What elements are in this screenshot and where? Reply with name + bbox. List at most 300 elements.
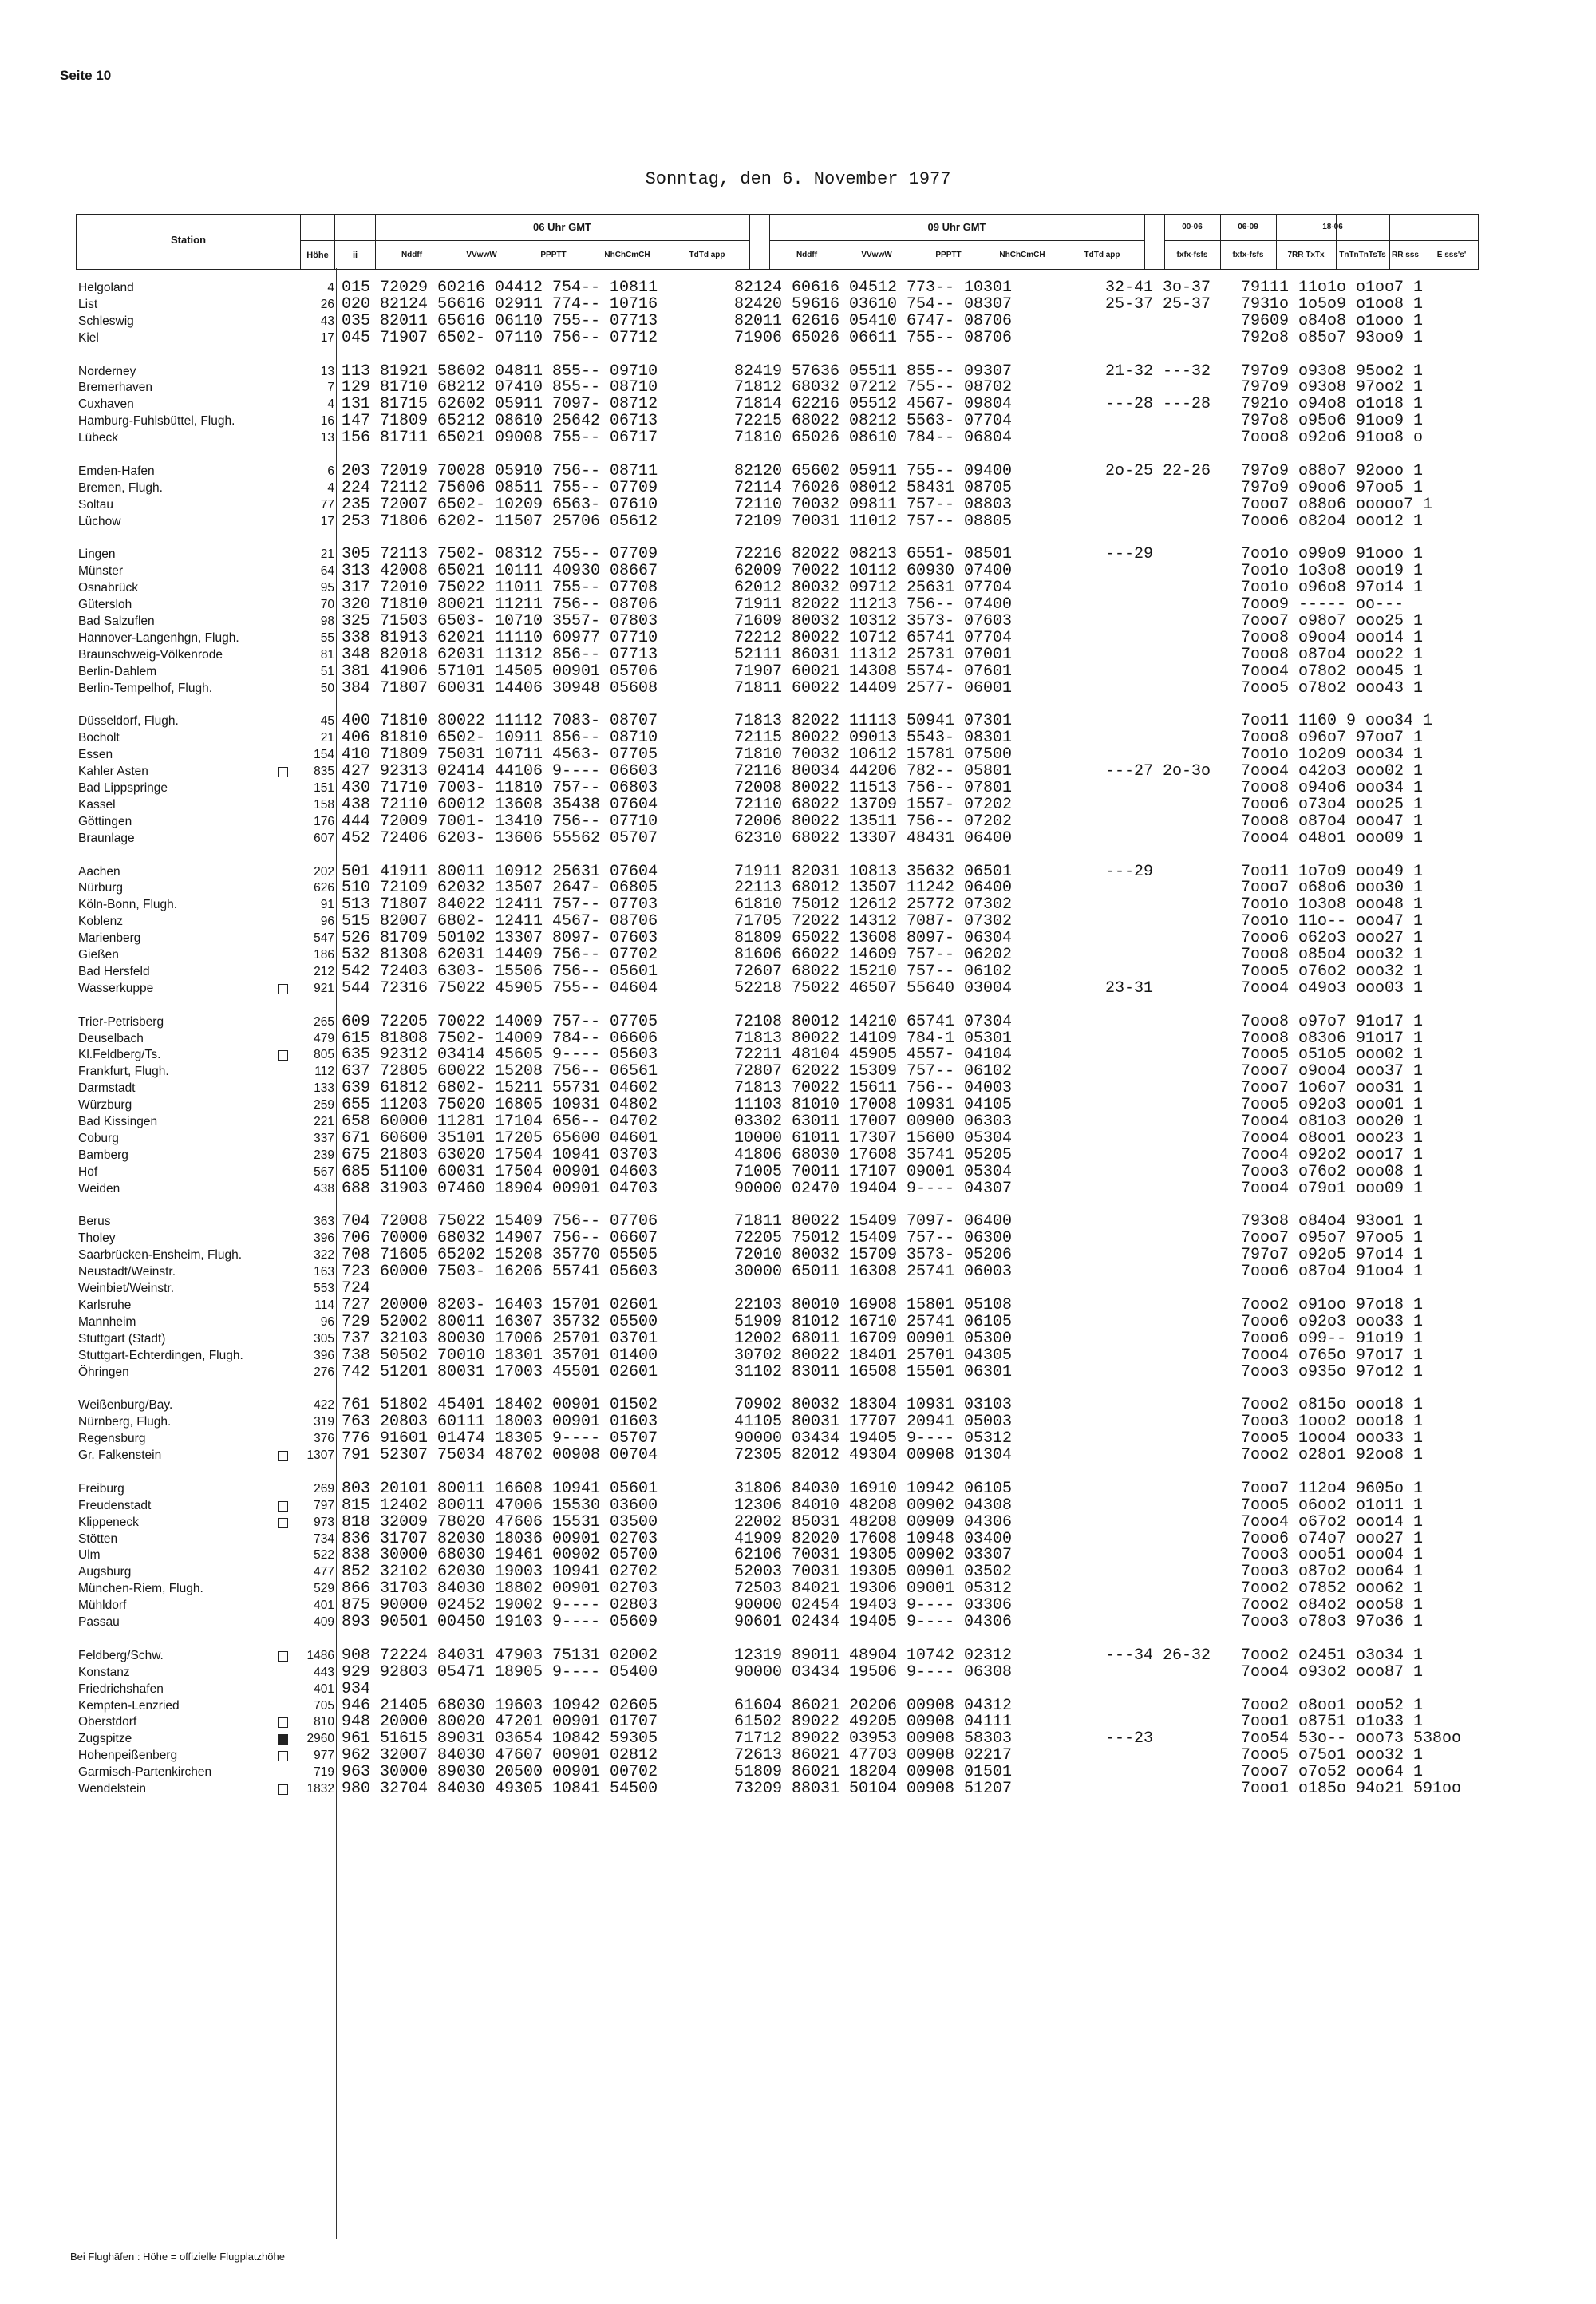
station-name: Neustadt/Weinstr. xyxy=(78,1265,176,1278)
station-hoehe: 567 xyxy=(314,1165,334,1179)
table-row xyxy=(0,447,1596,463)
obs-09: 72305 82012 49304 00908 01304 xyxy=(734,1446,1013,1464)
extremes: 7ooo8 o85o4 ooo32 1 xyxy=(1241,946,1424,964)
extremes: 7oo54 53o-- ooo73 538oo xyxy=(1241,1729,1462,1748)
station-hoehe: 13 xyxy=(320,365,334,378)
station-name: Braunlage xyxy=(78,832,135,845)
table-row xyxy=(0,1247,1596,1263)
table-row xyxy=(0,497,1596,513)
table-row xyxy=(0,297,1596,313)
station-hoehe: 4 xyxy=(327,281,334,294)
table-row xyxy=(0,897,1596,913)
extremes: 7ooo9 ----- oo--- xyxy=(1241,595,1404,614)
extremes: 7ooo2 o2451 o3o34 1 xyxy=(1241,1646,1424,1665)
station-hoehe: 477 xyxy=(314,1565,334,1579)
table-row xyxy=(0,797,1596,813)
table-row xyxy=(0,1648,1596,1664)
obs-06: 430 71710 7003- 11810 757-- 06803 xyxy=(342,779,658,797)
table-row xyxy=(0,1281,1596,1297)
obs-06: 338 81913 62021 11110 60977 07710 xyxy=(342,629,658,647)
extremes: 7ooo4 o79o1 ooo09 1 xyxy=(1241,1180,1424,1198)
obs-09: 82011 62616 05410 6747- 08706 xyxy=(734,312,1013,330)
extremes: 7ooo8 o9oo4 ooo14 1 xyxy=(1241,629,1424,647)
table-row xyxy=(0,864,1596,880)
obs-09: 71705 72022 14312 7087- 07302 xyxy=(734,912,1013,931)
obs-09: 22103 80010 16908 15801 05108 xyxy=(734,1296,1013,1314)
header-sub6: E sss's' xyxy=(1436,251,1467,259)
station-name: Hannover-Langenhgn, Flugh. xyxy=(78,631,239,645)
extremes: 7ooo7 1o6o7 ooo31 1 xyxy=(1241,1079,1424,1097)
table-row xyxy=(0,1748,1596,1764)
extremes: 7ooo3 o935o 97o12 1 xyxy=(1241,1363,1424,1381)
temp-range: 23-31 xyxy=(1105,979,1154,998)
station-hoehe: 70 xyxy=(320,598,334,611)
table-row xyxy=(0,713,1596,729)
obs-06: 544 72316 75022 45905 755-- 04604 xyxy=(342,979,658,998)
obs-06: 688 31903 07460 18904 00901 04703 xyxy=(342,1180,658,1198)
table-row xyxy=(0,1264,1596,1280)
extremes: 7ooo8 o87o4 ooo47 1 xyxy=(1241,812,1424,831)
station-hoehe: 43 xyxy=(320,314,334,328)
station-hoehe: 212 xyxy=(314,965,334,978)
table-row xyxy=(0,1381,1596,1397)
station-hoehe: 607 xyxy=(314,832,334,845)
obs-09: 61810 75012 12612 25772 07302 xyxy=(734,895,1013,914)
table-row xyxy=(0,664,1596,680)
extremes: 7ooo8 o96o7 97oo7 1 xyxy=(1241,729,1424,747)
table-row xyxy=(0,1698,1596,1714)
table-row xyxy=(0,1665,1596,1681)
obs-06: 035 82011 65616 06110 755-- 07713 xyxy=(342,312,658,330)
table-row xyxy=(0,647,1596,663)
station-name: Weißenburg/Bay. xyxy=(78,1398,173,1412)
station-hoehe: 401 xyxy=(314,1599,334,1612)
obs-09: 72215 68022 08212 5563- 07704 xyxy=(734,412,1013,430)
obs-06: 444 72009 7001- 13410 756-- 07710 xyxy=(342,812,658,831)
obs-06: 742 51201 80031 17003 45501 02601 xyxy=(342,1363,658,1381)
station-hoehe: 221 xyxy=(314,1115,334,1128)
extremes: 797o7 o92o5 97o14 1 xyxy=(1241,1246,1424,1264)
table-row xyxy=(0,1164,1596,1180)
extremes: 7ooo5 1ooo4 ooo33 1 xyxy=(1241,1429,1424,1448)
station-hoehe: 186 xyxy=(314,948,334,962)
station-hoehe: 363 xyxy=(314,1215,334,1228)
table-row xyxy=(0,1464,1596,1480)
station-name: Bocholt xyxy=(78,731,120,745)
table-row xyxy=(0,1314,1596,1330)
obs-06: 406 81810 6502- 10911 856-- 08710 xyxy=(342,729,658,747)
obs-09: 81606 66022 14609 757-- 06202 xyxy=(734,946,1013,964)
station-hoehe: 158 xyxy=(314,798,334,812)
obs-09: 72109 70031 11012 757-- 08805 xyxy=(734,512,1013,531)
obs-09: 71911 82031 10813 35632 06501 xyxy=(734,863,1013,881)
station-name: Essen xyxy=(78,748,113,761)
station-hoehe: 422 xyxy=(314,1398,334,1412)
station-name: Gütersloh xyxy=(78,598,132,611)
station-name: Würzburg xyxy=(78,1098,132,1112)
obs-09: 72108 80012 14210 65741 07304 xyxy=(734,1013,1013,1031)
extremes: 797o9 o93o8 95oo2 1 xyxy=(1241,362,1424,381)
extremes: 7ooo6 o62o3 ooo27 1 xyxy=(1241,929,1424,947)
extremes: 793o8 o84o4 93oo1 1 xyxy=(1241,1212,1424,1231)
extremes: 7ooo3 1ooo2 ooo18 1 xyxy=(1241,1413,1424,1431)
obs-06: 685 51100 60031 17504 00901 04603 xyxy=(342,1163,658,1181)
obs-06: 113 81921 58602 04811 855-- 09710 xyxy=(342,362,658,381)
obs-09: 72212 80022 10712 65741 07704 xyxy=(734,629,1013,647)
station-name: Gr. Falkenstein xyxy=(78,1448,162,1462)
extremes: 7ooo4 o92o2 ooo17 1 xyxy=(1241,1146,1424,1164)
table-row xyxy=(0,730,1596,746)
obs-06: 838 30000 68030 19461 00902 05700 xyxy=(342,1546,658,1564)
header-sub4: TnTnTnTsTs xyxy=(1339,251,1386,259)
obs-06: 729 52002 80011 16307 35732 05500 xyxy=(342,1313,658,1331)
station-name: Bremen, Flugh. xyxy=(78,481,163,495)
extremes: 7ooo5 o75o1 ooo32 1 xyxy=(1241,1746,1424,1765)
obs-09: 22113 68012 13507 11242 06400 xyxy=(734,879,1013,897)
table-row xyxy=(0,1498,1596,1514)
station-hoehe: 1307 xyxy=(306,1448,334,1462)
header-09-c2: VVwwW xyxy=(861,251,892,259)
extremes: 7ooo5 o6oo2 o1o11 1 xyxy=(1241,1496,1424,1515)
mountain-station-marker-icon xyxy=(278,1501,288,1512)
obs-06: 131 81715 62602 05911 7097- 08712 xyxy=(342,395,658,413)
obs-06: 723 60000 7503- 16206 55741 05603 xyxy=(342,1263,658,1281)
obs-06: 452 72406 6203- 13606 55562 05707 xyxy=(342,829,658,848)
table-row xyxy=(0,347,1596,363)
station-name: Passau xyxy=(78,1615,120,1629)
station-hoehe: 7 xyxy=(327,381,334,394)
extremes: 7921o o94o8 o1o18 1 xyxy=(1241,395,1424,413)
table-row xyxy=(0,1331,1596,1347)
station-name: Osnabrück xyxy=(78,581,138,595)
header-09-uhr: 09 Uhr GMT xyxy=(927,221,986,233)
obs-09: 72807 62022 15309 757-- 06102 xyxy=(734,1062,1013,1081)
station-hoehe: 26 xyxy=(320,298,334,311)
header-06-c1: Nddff xyxy=(401,251,423,259)
station-name: Kl.Feldberg/Ts. xyxy=(78,1048,161,1061)
extremes: 7ooo3 o78o3 97o36 1 xyxy=(1241,1613,1424,1631)
station-name: Gießen xyxy=(78,948,119,962)
obs-09: 72006 80022 13511 756-- 07202 xyxy=(734,812,1013,831)
station-hoehe: 259 xyxy=(314,1098,334,1112)
station-name: Nürnberg, Flugh. xyxy=(78,1415,172,1429)
table-row xyxy=(0,1448,1596,1464)
obs-06: 156 81711 65021 09008 755-- 06717 xyxy=(342,429,658,447)
station-hoehe: 17 xyxy=(320,331,334,345)
table-row xyxy=(0,1481,1596,1497)
station-hoehe: 409 xyxy=(314,1615,334,1629)
extremes: 7ooo8 o87o4 ooo22 1 xyxy=(1241,646,1424,664)
station-name: Kahler Asten xyxy=(78,765,148,778)
page-title: Sonntag, den 6. November 1977 xyxy=(645,169,951,189)
table-row xyxy=(0,514,1596,530)
mountain-station-marker-icon xyxy=(278,767,288,777)
obs-06: 962 32007 84030 47607 00901 02812 xyxy=(342,1746,658,1765)
table-header xyxy=(76,214,1479,270)
header-09-c1: Nddff xyxy=(796,251,818,259)
table-row xyxy=(0,1397,1596,1413)
obs-09: 71811 80022 15409 7097- 06400 xyxy=(734,1212,1013,1231)
station-name: Stötten xyxy=(78,1532,118,1546)
station-hoehe: 4 xyxy=(327,397,334,411)
obs-06: 384 71807 60031 14406 30948 05608 xyxy=(342,679,658,698)
table-row xyxy=(0,1365,1596,1381)
obs-09: 72115 80022 09013 5543- 08301 xyxy=(734,729,1013,747)
obs-09: 72110 70032 09811 757-- 08803 xyxy=(734,496,1013,514)
station-name: Öhringen xyxy=(78,1365,129,1379)
station-name: Lüchow xyxy=(78,515,121,528)
obs-09: 71005 70011 17107 09001 05304 xyxy=(734,1163,1013,1181)
temp-range: 25-37 25-37 xyxy=(1105,295,1211,314)
station-hoehe: 154 xyxy=(314,748,334,761)
extremes: 7oo11 1o7o9 ooo49 1 xyxy=(1241,863,1424,881)
table-row xyxy=(0,1131,1596,1147)
temp-range: 32-41 3o-37 xyxy=(1105,279,1211,297)
station-name: Hohenpeißenberg xyxy=(78,1749,178,1762)
station-name: Hamburg-Fuhlsbüttel, Flugh. xyxy=(78,414,235,428)
station-hoehe: 626 xyxy=(314,881,334,895)
obs-09: 90000 02454 19403 9---- 03306 xyxy=(734,1596,1013,1614)
temp-range: 2o-25 22-26 xyxy=(1105,462,1211,480)
extremes: 79609 o84o8 o1ooo 1 xyxy=(1241,312,1424,330)
station-hoehe: 239 xyxy=(314,1148,334,1162)
extremes: 7931o 1o5o9 o1oo8 1 xyxy=(1241,295,1424,314)
station-name: Bad Lippspringe xyxy=(78,781,168,795)
station-name: Kiel xyxy=(78,331,99,345)
obs-09: 90601 02434 19405 9---- 04306 xyxy=(734,1613,1013,1631)
obs-09: 71911 82022 11213 756-- 07400 xyxy=(734,595,1013,614)
station-hoehe: 977 xyxy=(314,1749,334,1762)
table-row xyxy=(0,1081,1596,1097)
station-hoehe: 443 xyxy=(314,1666,334,1679)
obs-09: 90000 03434 19405 9---- 05312 xyxy=(734,1429,1013,1448)
table-row xyxy=(0,1515,1596,1531)
temp-range: ---28 ---28 xyxy=(1105,395,1211,413)
obs-06: 020 82124 56616 02911 774-- 10716 xyxy=(342,295,658,314)
obs-09: 12002 68011 16709 00901 05300 xyxy=(734,1330,1013,1348)
station-name: Regensburg xyxy=(78,1432,146,1445)
table-row xyxy=(0,1114,1596,1130)
obs-09: 62012 80032 09712 25631 07704 xyxy=(734,579,1013,597)
obs-06: 761 51802 45401 18402 00901 01502 xyxy=(342,1396,658,1414)
station-name: Lübeck xyxy=(78,431,118,445)
header-06-c4: NhChCmCH xyxy=(604,251,650,259)
table-row xyxy=(0,1214,1596,1230)
obs-06: 818 32009 78020 47606 15531 03500 xyxy=(342,1513,658,1531)
obs-09: 73209 88031 50104 00908 51207 xyxy=(734,1780,1013,1798)
table-row xyxy=(0,1031,1596,1047)
temp-range: 21-32 ---32 xyxy=(1105,362,1211,381)
obs-09: 61604 86021 20206 00908 04312 xyxy=(734,1697,1013,1715)
extremes: 7ooo5 o92o3 ooo01 1 xyxy=(1241,1096,1424,1114)
mountain-station-marker-icon xyxy=(278,1784,288,1795)
table-row xyxy=(0,563,1596,579)
temp-range: ---27 2o-3o xyxy=(1105,762,1211,781)
obs-09: 71813 80022 14109 784-1 05301 xyxy=(734,1029,1013,1048)
obs-06: 542 72403 6303- 15506 756-- 05601 xyxy=(342,962,658,981)
table-row xyxy=(0,1631,1596,1647)
station-hoehe: 2960 xyxy=(306,1732,334,1745)
header-sub5: RR sss xyxy=(1392,251,1419,259)
extremes: 7oo1o 1o3o8 ooo48 1 xyxy=(1241,895,1424,914)
station-name: Bad Salzuflen xyxy=(78,615,155,628)
page-number: Seite 10 xyxy=(60,68,112,83)
station-hoehe: 276 xyxy=(314,1365,334,1379)
obs-06: 513 71807 84022 12411 757-- 07703 xyxy=(342,895,658,914)
station-name: Weinbiet/Weinstr. xyxy=(78,1282,175,1295)
station-name: Mühldorf xyxy=(78,1599,127,1612)
obs-09: 12306 84010 48208 00902 04308 xyxy=(734,1496,1013,1515)
obs-06: 325 71503 6503- 10710 3557- 07803 xyxy=(342,612,658,630)
mountain-station-marker-icon xyxy=(278,1651,288,1662)
station-name: Wendelstein xyxy=(78,1782,147,1796)
mountain-station-marker-icon xyxy=(278,1751,288,1761)
mountain-station-marker-icon xyxy=(278,1050,288,1061)
extremes: 7oo1o o99o9 91ooo 1 xyxy=(1241,545,1424,563)
obs-06: 815 12402 80011 47006 15530 03600 xyxy=(342,1496,658,1515)
obs-09: 22002 85031 48208 00909 04306 xyxy=(734,1513,1013,1531)
obs-09: 72503 84021 19306 09001 05312 xyxy=(734,1579,1013,1598)
obs-09: 11103 81010 17008 10931 04105 xyxy=(734,1096,1013,1114)
table-row xyxy=(0,380,1596,396)
obs-06: 253 71806 6202- 11507 25706 05612 xyxy=(342,512,658,531)
extremes: 797o8 o95o6 91oo9 1 xyxy=(1241,412,1424,430)
obs-09: 31102 83011 16508 15501 06301 xyxy=(734,1363,1013,1381)
station-name: Zugspitze xyxy=(78,1732,132,1745)
table-row xyxy=(0,681,1596,697)
extremes: 7ooo6 o82o4 ooo12 1 xyxy=(1241,512,1424,531)
extremes: 7ooo8 o94o6 ooo34 1 xyxy=(1241,779,1424,797)
station-name: Wasserkuppe xyxy=(78,982,154,995)
obs-06: 727 20000 8203- 16403 15701 02601 xyxy=(342,1296,658,1314)
obs-06: 045 71907 6502- 07110 756-- 07712 xyxy=(342,329,658,347)
obs-09: 30702 80022 18401 25701 04305 xyxy=(734,1346,1013,1365)
table-row xyxy=(0,464,1596,480)
obs-06: 776 91601 01474 18305 9---- 05707 xyxy=(342,1429,658,1448)
station-hoehe: 51 xyxy=(320,665,334,678)
obs-09: 52003 70031 19305 00901 03502 xyxy=(734,1563,1013,1581)
extremes: 7ooo3 ooo51 ooo04 1 xyxy=(1241,1546,1424,1564)
extremes: 7ooo3 o87o2 ooo64 1 xyxy=(1241,1563,1424,1581)
station-name: Kassel xyxy=(78,798,116,812)
table-row xyxy=(0,1781,1596,1797)
obs-06: 400 71810 80022 11112 7083- 08707 xyxy=(342,712,658,730)
table-row xyxy=(0,1431,1596,1447)
extremes: 7ooo6 o92o3 ooo33 1 xyxy=(1241,1313,1424,1331)
station-hoehe: 64 xyxy=(320,564,334,578)
station-name: Norderney xyxy=(78,365,136,378)
table-row xyxy=(0,1614,1596,1630)
station-name: Bad Hersfeld xyxy=(78,965,150,978)
table-row xyxy=(0,1765,1596,1780)
table-row xyxy=(0,1181,1596,1197)
station-name: Schleswig xyxy=(78,314,134,328)
header-sub2: fxfx-fsfs xyxy=(1232,251,1264,259)
station-name: Darmstadt xyxy=(78,1081,136,1095)
obs-06: 501 41911 80011 10912 25631 07604 xyxy=(342,863,658,881)
extremes: 7ooo6 o73o4 ooo25 1 xyxy=(1241,796,1424,814)
mountain-station-marker-icon xyxy=(278,1451,288,1461)
obs-06: 320 71810 80021 11211 756-- 08706 xyxy=(342,595,658,614)
table-row xyxy=(0,1581,1596,1597)
obs-06: 948 20000 80020 47201 00901 01707 xyxy=(342,1713,658,1731)
obs-06: 427 92313 02414 44106 9---- 06603 xyxy=(342,762,658,781)
station-hoehe: 45 xyxy=(320,714,334,728)
station-name: Bamberg xyxy=(78,1148,128,1162)
station-hoehe: 6 xyxy=(327,464,334,478)
header-00-06: 00-06 xyxy=(1182,223,1203,231)
extremes: 7ooo8 o83o6 91o17 1 xyxy=(1241,1029,1424,1048)
obs-06: 708 71605 65202 15208 35770 05505 xyxy=(342,1246,658,1264)
obs-06: 980 32704 84030 49305 10841 54500 xyxy=(342,1780,658,1798)
obs-09: 72110 68022 13709 1557- 07202 xyxy=(734,796,1013,814)
station-hoehe: 151 xyxy=(314,781,334,795)
obs-06: 908 72224 84031 47903 75131 02002 xyxy=(342,1646,658,1665)
table-row xyxy=(0,964,1596,980)
table-row xyxy=(0,831,1596,847)
station-hoehe: 269 xyxy=(314,1482,334,1496)
extremes: 7ooo2 o28o1 92oo8 1 xyxy=(1241,1446,1424,1464)
station-hoehe: 547 xyxy=(314,931,334,945)
extremes: 7ooo6 o87o4 91oo4 1 xyxy=(1241,1263,1424,1281)
table-row xyxy=(0,1298,1596,1314)
station-name: List xyxy=(78,298,98,311)
station-name: Helgoland xyxy=(78,281,134,294)
obs-06: 893 90501 00450 19103 9---- 05609 xyxy=(342,1613,658,1631)
obs-06: 675 21803 63020 17504 10941 03703 xyxy=(342,1146,658,1164)
extremes: 79111 11o1o o1oo7 1 xyxy=(1241,279,1424,297)
obs-06: 934 xyxy=(342,1680,371,1698)
obs-06: 929 92803 05471 18905 9---- 05400 xyxy=(342,1663,658,1682)
station-hoehe: 973 xyxy=(314,1516,334,1529)
obs-09: 82419 57636 05511 855-- 09307 xyxy=(734,362,1013,381)
station-hoehe: 438 xyxy=(314,1182,334,1195)
obs-09: 62106 70031 19305 00902 03307 xyxy=(734,1546,1013,1564)
station-hoehe: 112 xyxy=(314,1065,334,1078)
extremes: 7oo1o 1o2o9 ooo34 1 xyxy=(1241,745,1424,764)
station-hoehe: 265 xyxy=(314,1015,334,1029)
obs-06: 305 72113 7502- 08312 755-- 07709 xyxy=(342,545,658,563)
obs-09: 10000 61011 17307 15600 05304 xyxy=(734,1129,1013,1148)
station-name: Berus xyxy=(78,1215,111,1228)
obs-06: 637 72805 60022 15208 756-- 06561 xyxy=(342,1062,658,1081)
table-row xyxy=(0,781,1596,796)
table-row xyxy=(0,1714,1596,1730)
station-name: Stuttgart (Stadt) xyxy=(78,1332,166,1346)
table-row xyxy=(0,597,1596,613)
mountain-station-marker-icon xyxy=(278,1717,288,1728)
extremes: 7ooo7 o98o7 ooo25 1 xyxy=(1241,612,1424,630)
table-row xyxy=(0,914,1596,930)
station-name: Lingen xyxy=(78,547,116,561)
obs-06: 963 30000 89030 20500 00901 00702 xyxy=(342,1763,658,1781)
header-18-06: 18-06 xyxy=(1322,223,1343,231)
station-name: Kempten-Lenzried xyxy=(78,1699,180,1713)
obs-06: 381 41906 57101 14505 00901 05706 xyxy=(342,662,658,681)
header-09-c4: NhChCmCH xyxy=(999,251,1045,259)
extremes: 7ooo8 o97o7 91o17 1 xyxy=(1241,1013,1424,1031)
station-hoehe: 921 xyxy=(314,982,334,995)
station-hoehe: 522 xyxy=(314,1548,334,1562)
header-06-c2: VVwwW xyxy=(466,251,497,259)
station-hoehe: 319 xyxy=(314,1415,334,1429)
obs-09: 51909 81012 16710 25741 06105 xyxy=(734,1313,1013,1331)
obs-06: 515 82007 6802- 12411 4567- 08706 xyxy=(342,912,658,931)
table-row xyxy=(0,614,1596,630)
extremes: 7ooo8 o92o6 91oo8 o xyxy=(1241,429,1424,447)
table-row xyxy=(0,1231,1596,1247)
station-hoehe: 835 xyxy=(314,765,334,778)
